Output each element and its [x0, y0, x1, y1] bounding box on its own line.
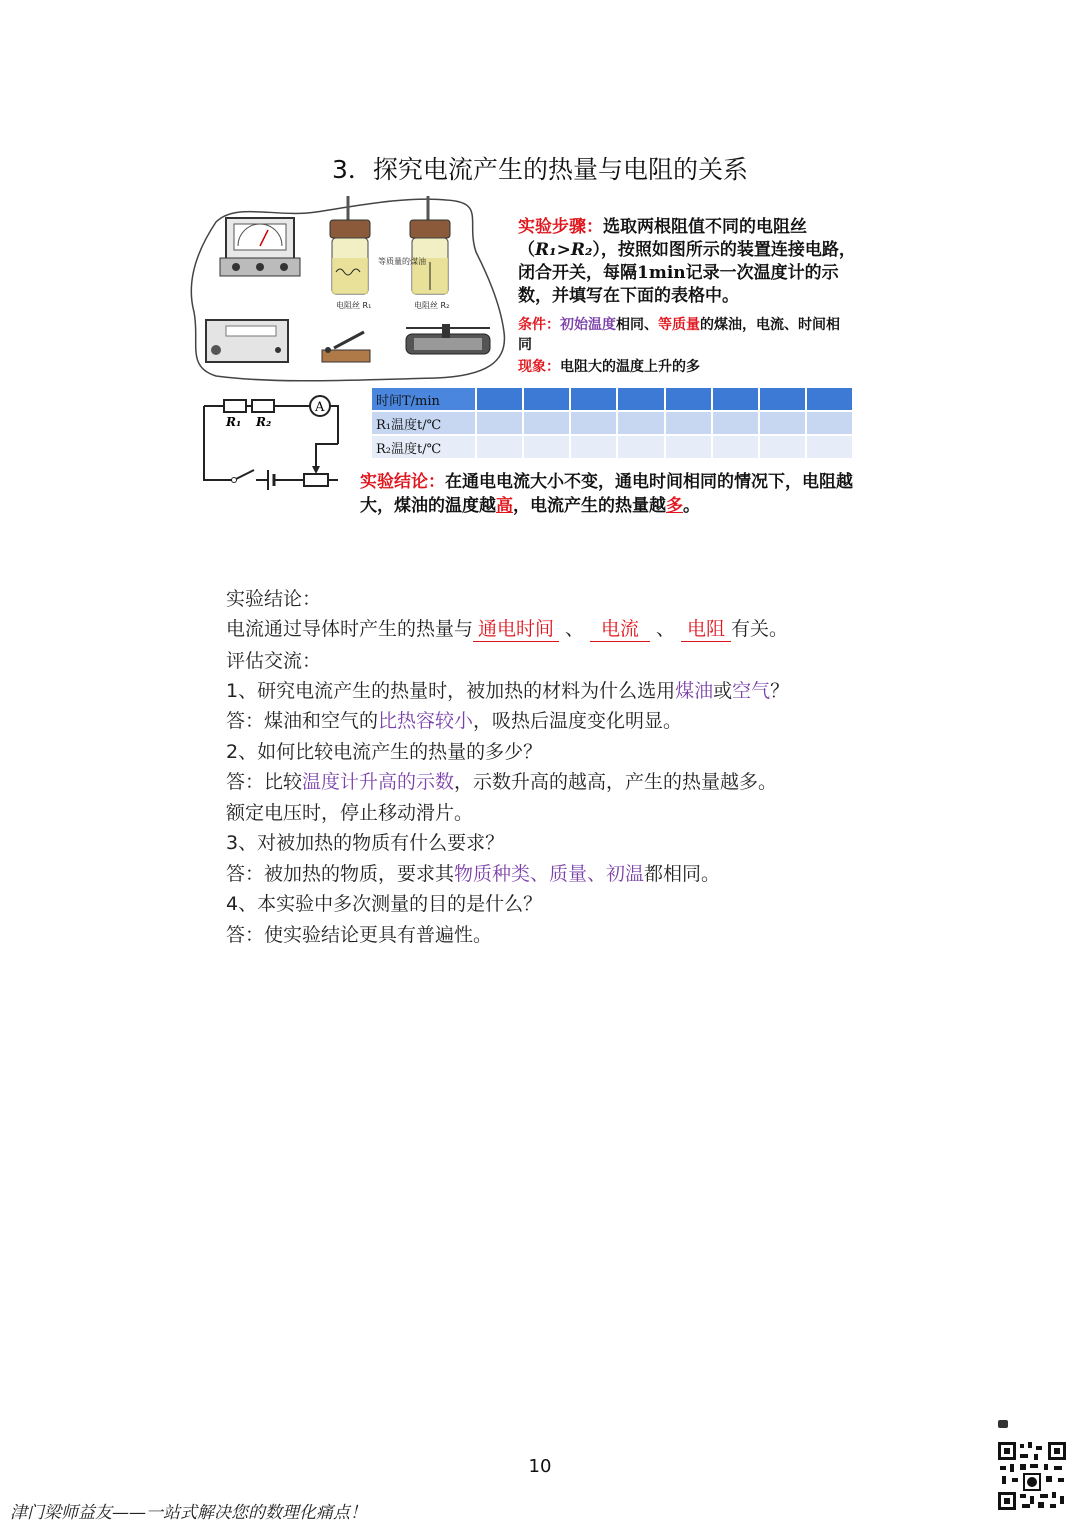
- ammeter-label: A: [315, 400, 325, 415]
- conclusion-blank-2: 电流: [590, 614, 650, 642]
- steps-r2: R₂: [570, 240, 593, 260]
- answer-1-text: 答：煤油和空气的: [226, 710, 379, 732]
- r2-wire-label: 电阻丝 R₂: [414, 301, 450, 310]
- figure-conclusion-blank-1: 高: [496, 496, 513, 516]
- answer-1-end: ，吸热后温度变化明显。: [473, 710, 683, 732]
- conclusion-blank-3: 电阻: [681, 614, 731, 642]
- r1-wire-label: 电阻丝 R₁: [336, 301, 372, 310]
- question-1-text: 1、研究电流产生的热量时，被加热的材料为什么选用: [226, 680, 676, 702]
- footer-slogan: 津门梁师益友——一站式解决您的数理化痛点！: [10, 1503, 367, 1523]
- phenomenon-label: 现象：: [518, 359, 560, 375]
- conditions-key-1: 初始温度: [560, 317, 616, 333]
- answer-2-key: 温度计升高的示数: [302, 771, 455, 793]
- figure-conclusion-blank-2: 多: [666, 496, 683, 516]
- answer-3-text: 答：被加热的物质，要求其: [226, 863, 455, 885]
- question-1-key-2: 空气: [732, 680, 771, 702]
- steps-label: 实验步骤：: [518, 217, 603, 237]
- question-1: [226, 676, 926, 703]
- answer-1-key: 比热容较小: [378, 710, 474, 732]
- experiment-steps: [518, 216, 868, 308]
- question-1-key-1: 煤油: [675, 680, 714, 702]
- steps-text-b: ），按照如图所示的装置连接电路，闭合开关，每隔1min记录一次温度计的示数，并填写在下面的表格中。: [518, 240, 856, 306]
- conclusion-sep-2: 、: [656, 618, 676, 640]
- conditions: [518, 315, 848, 355]
- answer-2-end: ，示数升高的越高，产生的热量越多。: [454, 771, 778, 793]
- extra-line: 额定电压时，停止移动滑片。: [226, 802, 474, 824]
- circuit-r1-label: R₁: [226, 415, 242, 429]
- conclusion-sep-1: 、: [565, 618, 585, 640]
- table-row: [371, 411, 853, 435]
- phenomenon: [518, 357, 848, 377]
- qr-badge-icon: [998, 1420, 1008, 1428]
- meter-icon: [220, 218, 300, 276]
- question-4: 4、本实验中多次测量的目的是什么？: [226, 893, 543, 915]
- jar-r1-icon: [330, 196, 370, 294]
- evaluation-heading: 评估交流：: [226, 650, 322, 672]
- question-2: 2、如何比较电流产生的热量的多少？: [226, 741, 543, 763]
- conditions-text-2: 的煤油，电流、时间相同: [518, 317, 840, 353]
- table-row: [371, 435, 853, 459]
- conditions-text-1: 相同、: [616, 317, 658, 333]
- answer-3-key: 物质种类、质量、初温: [454, 863, 645, 885]
- steps-gt: >: [556, 240, 571, 260]
- page-title: 3．探究电流产生的热量与电阻的关系: [332, 155, 748, 184]
- table-row: [371, 387, 853, 411]
- conclusion-heading: 实验结论：: [226, 588, 322, 610]
- rheostat-symbol-icon: [304, 474, 328, 486]
- answer-2-text: 答：比较: [226, 771, 303, 793]
- kerosene-label: 等质量的煤油: [378, 257, 426, 266]
- table-row-label: 时间T/min: [371, 387, 476, 411]
- answer-2: [226, 767, 926, 794]
- figure-conclusion-text-b: ，电流产生的热量越: [513, 496, 666, 516]
- circuit-r2-label: R₂: [256, 415, 272, 429]
- steps-text-a: 选取两根阻值不同的电阻丝（: [518, 217, 807, 260]
- answer-1: [226, 706, 926, 733]
- page-number: 10: [528, 1456, 552, 1477]
- apparatus-illustration: [186, 192, 516, 384]
- power-supply-icon: [206, 320, 288, 362]
- answer-4: 答：使实验结论更具有普遍性。: [226, 924, 493, 946]
- switch-icon: [322, 332, 370, 362]
- phenomenon-text: 电阻大的温度上升的多: [560, 359, 700, 375]
- question-1-end: ？: [770, 680, 790, 702]
- steps-r1: R₁: [535, 240, 557, 260]
- conclusion-line: [226, 614, 926, 642]
- question-3: 3、对被加热的物质有什么要求？: [226, 832, 505, 854]
- qr-code-icon[interactable]: [996, 1440, 1068, 1512]
- circuit-diagram: [196, 392, 346, 492]
- table-row-label: R₁温度t/℃: [371, 411, 476, 435]
- resistor-r2-icon: [252, 400, 274, 412]
- table-row-label: R₂温度t/℃: [371, 435, 476, 459]
- answer-3-end: 都相同。: [644, 863, 721, 885]
- figure-conclusion-text-c: 。: [683, 496, 700, 516]
- conclusion-text: 电流通过导体时产生的热量与: [226, 618, 474, 640]
- conclusion-blank-1: 通电时间: [473, 614, 559, 642]
- conclusion-end: 有关。: [731, 618, 789, 640]
- figure-conclusion: [360, 470, 860, 518]
- question-1-or: 或: [713, 680, 733, 702]
- rheostat-icon: [406, 324, 490, 354]
- figure-conclusion-label: 实验结论：: [360, 472, 445, 492]
- resistor-r1-icon: [224, 400, 246, 412]
- jar-r2-icon: [410, 196, 450, 294]
- conditions-label: 条件：: [518, 317, 560, 333]
- figure-conclusion-text-a: 在通电电流大小不变，通电时间相同的情况下，电阻越大，煤油的温度越: [360, 472, 853, 516]
- answer-3: [226, 859, 926, 886]
- temperature-table: [370, 386, 854, 460]
- conditions-key-2: 等质量: [658, 317, 700, 333]
